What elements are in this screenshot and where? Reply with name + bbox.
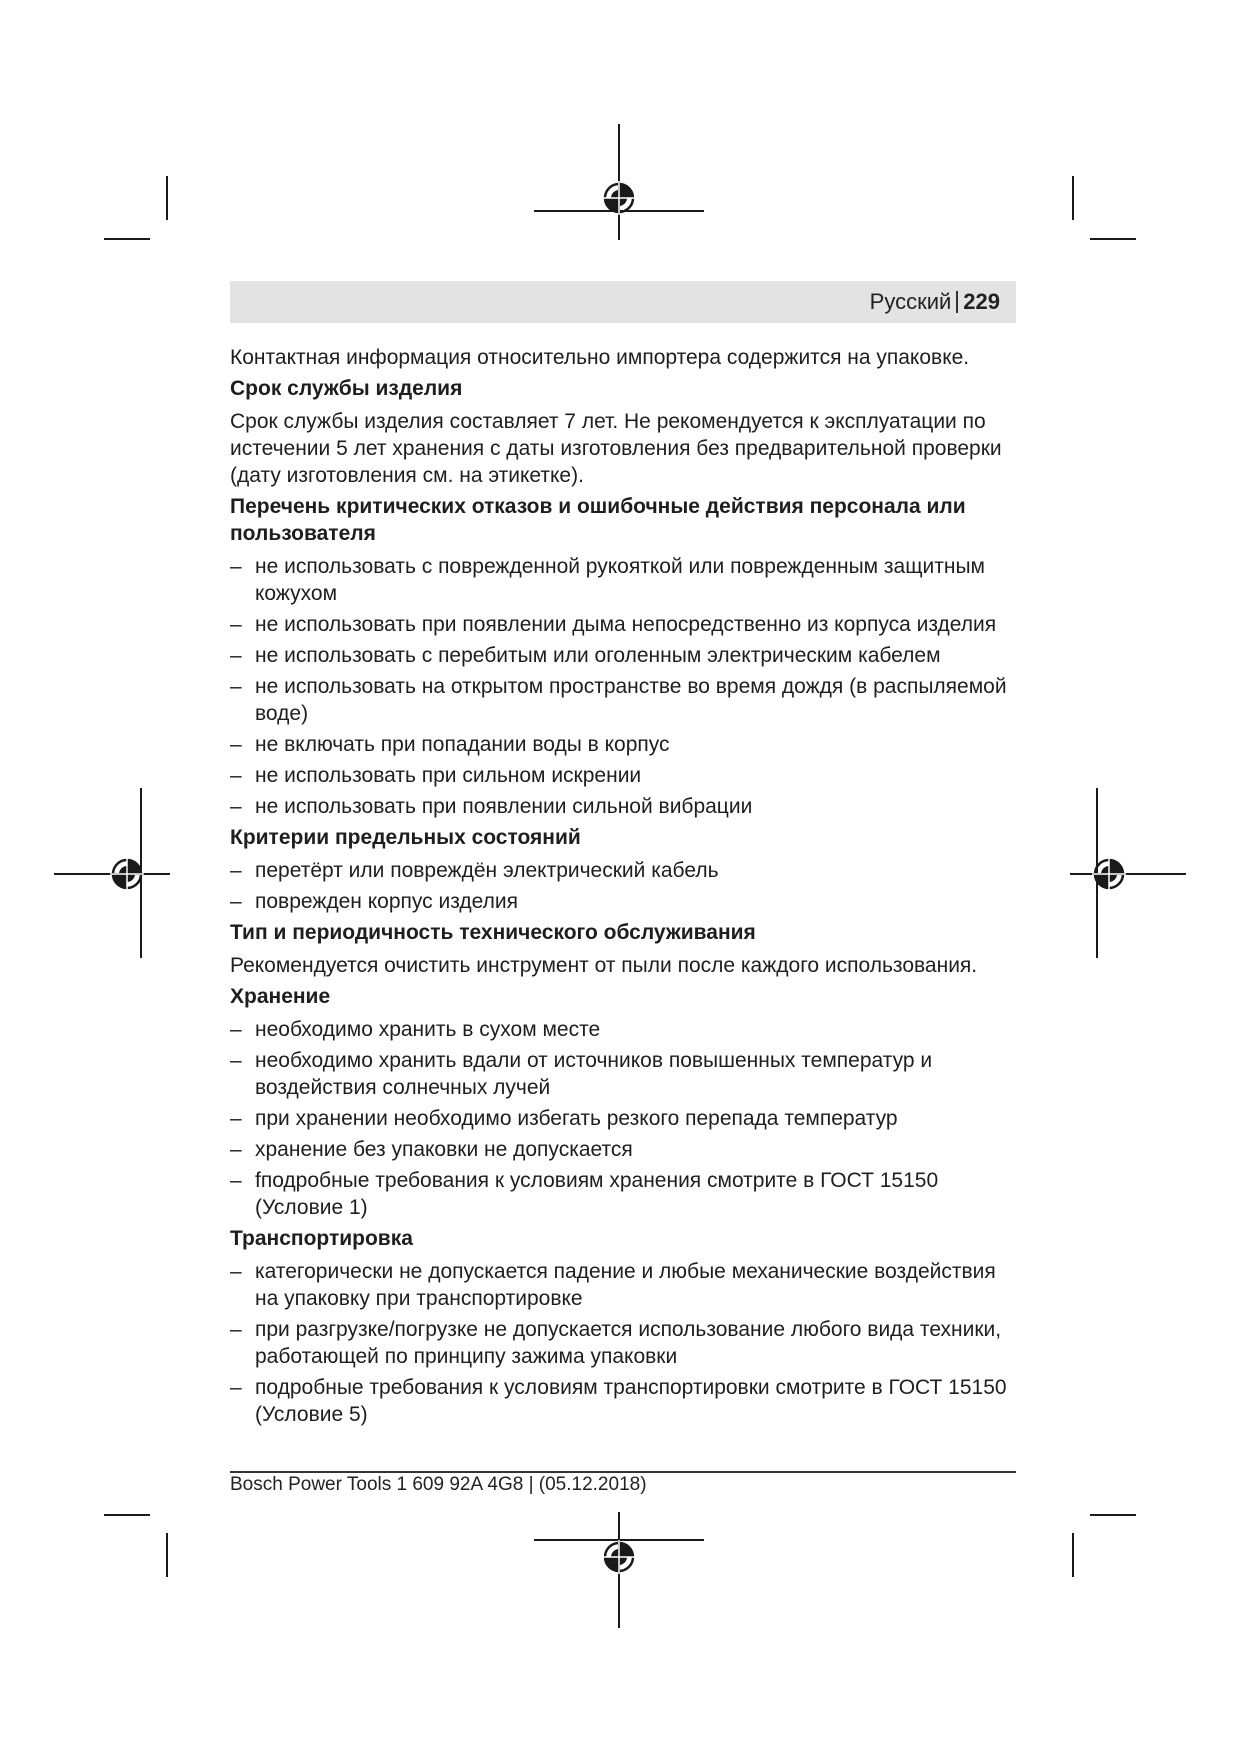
storage-list: [230, 1016, 1016, 1221]
header-label: [870, 289, 1000, 315]
list-item: – не использовать на открытом пространстве во время дождя (в распыляемой воде): [230, 673, 1016, 727]
list-item: – не использовать при появлении дыма непосредственно из корпуса изделия: [230, 611, 1016, 638]
crop-mark-top-left-vertical: [166, 176, 168, 220]
crop-mark-bottom-left-horizontal: [104, 1514, 150, 1516]
limit-states-list: [230, 857, 1016, 915]
list-item: – категорически не допускается падение и любые механические воздействия на упаковку при транспортировке: [230, 1258, 1016, 1312]
crop-mark-bottom-left-vertical: [166, 1533, 168, 1577]
list-item: – не использовать с перебитым или оголенным электрическим кабелем: [230, 642, 1016, 669]
list-item: – при разгрузке/погрузке не допускается использование любого вида техники, работающей по принципу зажима упаковки: [230, 1316, 1016, 1370]
registration-target-bottom-icon: [602, 1540, 636, 1574]
list-item: – необходимо хранить в сухом месте: [230, 1016, 1016, 1043]
registration-line-right-horizontal: [1070, 873, 1186, 875]
list-item: – fподробные требования к условиям хранения смотрите в ГОСТ 15150 (Условие 1): [230, 1167, 1016, 1221]
crop-mark-top-right-vertical: [1072, 176, 1074, 220]
crop-mark-bottom-right-horizontal: [1090, 1514, 1136, 1516]
transport-heading: Транспортировка: [230, 1227, 413, 1250]
crop-mark-bottom-right-vertical: [1072, 1533, 1074, 1577]
list-item: – не использовать с поврежденной рукояткой или поврежденным защитным кожухом: [230, 553, 1016, 607]
header-language: Русский: [869, 289, 952, 314]
failures-list: [230, 553, 1016, 820]
crop-mark-top-right-horizontal: [1090, 238, 1136, 240]
failures-heading: Перечень критических отказов и ошибочные действия персонала или пользователя: [230, 495, 966, 545]
limit-states-heading: Критерии предельных состояний: [230, 826, 581, 849]
list-item: – перетёрт или повреждён электрический кабель: [230, 857, 1016, 884]
list-item: – не использовать при появлении сильной вибрации: [230, 793, 1016, 820]
importer-paragraph: Контактная информация относительно импортера содержится на упаковке.: [230, 346, 970, 369]
list-item: – не включать при попадании воды в корпус: [230, 731, 1016, 758]
page-footer: Bosch Power Tools 1 609 92A 4G8 | (05.12.2018): [230, 1474, 647, 1495]
page-header: [230, 281, 1016, 323]
header-separator: [956, 291, 958, 313]
service-life-heading: Срок службы изделия: [230, 377, 463, 400]
registration-target-top-icon: [602, 181, 636, 215]
service-life-paragraph: Срок службы изделия составляет 7 лет. Не рекомендуется к эксплуатации по истечении 5 лет хранения с даты изготовления без предварительной проверки (дату изготовления см. на этикетке).: [230, 410, 1002, 487]
maintenance-heading: Тип и периодичность технического обслуживания: [230, 921, 756, 944]
list-item: – необходимо хранить вдали от источников повышенных температур и воздействия солнечных лучей: [230, 1047, 1016, 1101]
list-item: – при хранении необходимо избегать резкого перепада температур: [230, 1105, 1016, 1132]
list-item: – подробные требования к условиям транспортировки смотрите в ГОСТ 15150 (Условие 5): [230, 1374, 1016, 1428]
list-item: – поврежден корпус изделия: [230, 888, 1016, 915]
transport-list: [230, 1258, 1016, 1428]
list-item: – хранение без упаковки не допускается: [230, 1136, 1016, 1163]
storage-heading: Хранение: [230, 985, 331, 1008]
page-number: 229: [963, 289, 1000, 314]
page-content: [230, 344, 1016, 1432]
list-item: – не использовать при сильном искрении: [230, 762, 1016, 789]
maintenance-paragraph: Рекомендуется очистить инструмент от пыли после каждого использования.: [230, 954, 978, 977]
registration-target-right-icon: [1092, 857, 1126, 891]
registration-target-left-icon: [110, 857, 144, 891]
crop-mark-top-left-horizontal: [104, 238, 150, 240]
